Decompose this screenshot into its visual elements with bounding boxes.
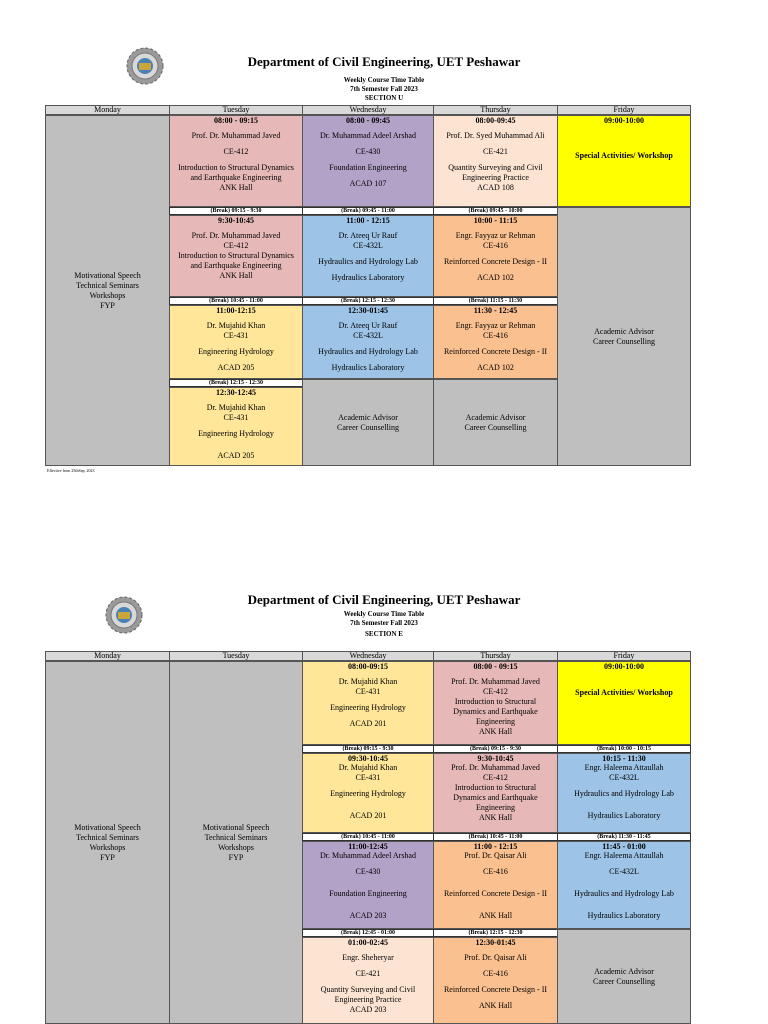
subtitle-semester: 7th Semester Fall 2023 [350, 85, 418, 93]
break-slot: (Break) 12:15 - 12:30 [433, 929, 558, 937]
class-slot: 09:30-10:45 Dr. Mujahid Khan CE-431 Engineering Hydrology ACAD 201 [302, 753, 434, 833]
class-slot: 11:00 - 12:15 Dr. Ateeq Ur Rauf CE-432L Hydraulics and Hydrology Lab Hydraulics Laboratory [302, 215, 434, 297]
class-slot: 11:00-12:45 Dr. Muhammad Adeel Arshad CE-430 Foundation Engineering ACAD 203 [302, 841, 434, 929]
activity-slot: 09:00-10:00 Special Activities/ Workshop [557, 115, 691, 207]
break-slot: (Break) 10:45 - 11:00 [169, 297, 303, 305]
class-slot: 12:30-01:45 Dr. Ateeq Ur Rauf CE-432L Hydraulics and Hydrology Lab Hydraulics Laboratory [302, 305, 434, 379]
class-slot: 08:00-09:15 Dr. Mujahid Khan CE-431 Engineering Hydrology ACAD 201 [302, 661, 434, 745]
subtitle-weekly: Weekly Course Time Table [343, 76, 425, 84]
day-header-wednesday: Wednesday [302, 651, 434, 661]
class-slot: 08:00 - 09:45 Dr. Muhammad Adeel Arshad CE-430 Foundation Engineering ACAD 107 [302, 115, 434, 207]
tuesday-activities: Motivational Speech Technical Seminars Workshops FYP [169, 661, 303, 1024]
day-header-monday: Monday [45, 105, 170, 115]
day-header-monday: Monday [45, 651, 170, 661]
class-slot: 11:00-12:15 Dr. Mujahid Khan CE-431 Engineering Hydrology ACAD 205 [169, 305, 303, 379]
subtitle-weekly: Weekly Course Time Table [343, 610, 425, 618]
class-slot: 01:00-02:45 Engr. Sheheryar CE-421 Quantity Surveying and Civil Engineering Practice ACAD 203 [302, 937, 434, 1024]
class-slot: 10:00 - 11:15 Engr. Fayyaz ur Rehman CE-416 Reinforced Concrete Design - II ACAD 102 [433, 215, 558, 297]
advisor-slot: Academic Advisor Career Counselling [302, 379, 434, 466]
subtitle-semester: 7th Semester Fall 2023 [350, 619, 418, 627]
break-slot: (Break) 11:15 - 11:30 [433, 297, 558, 305]
break-slot: (Break) 09:15 - 9:30 [433, 745, 558, 753]
day-header-thursday: Thursday [433, 105, 558, 115]
advisor-slot: Academic Advisor Career Counselling [433, 379, 558, 466]
class-slot: 11:45 - 01:00 Engr. Haleema Attaullah CE-432L Hydraulics and Hydrology Lab Hydraulics Laboratory [557, 841, 691, 929]
activity-slot: 09:00-10:00 Special Activities/ Workshop [557, 661, 691, 745]
break-slot: (Break) 10:45 - 11:00 [433, 833, 558, 841]
class-slot: 11:30 - 12:45 Engr. Fayyaz ur Rehman CE-416 Reinforced Concrete Design - II ACAD 102 [433, 305, 558, 379]
monday-activities: Motivational Speech Technical Seminars Workshops FYP [45, 661, 170, 1024]
break-slot: (Break) 09:45 - 11:00 [302, 207, 434, 215]
class-slot: 08:00-09:45 Prof. Dr. Syed Muhammad Ali CE-421 Quantity Surveying and Civil Engineering Practice ACAD 108 [433, 115, 558, 207]
day-header-tuesday: Tuesday [169, 105, 303, 115]
day-header-wednesday: Wednesday [302, 105, 434, 115]
day-header-thursday: Thursday [433, 651, 558, 661]
break-slot: (Break) 12:15 - 12:30 [169, 379, 303, 387]
class-slot: 11:00 - 12:15 Prof. Dr. Qaisar Ali CE-416 Reinforced Concrete Design - II ANK Hall [433, 841, 558, 929]
class-slot: 12:30-01:45 Prof. Dr. Qaisar Ali CE-416 Reinforced Concrete Design - II ANK Hall [433, 937, 558, 1024]
break-slot: (Break) 11:30 - 11:45 [557, 833, 691, 841]
day-header-tuesday: Tuesday [169, 651, 303, 661]
section-label: SECTION U [364, 94, 404, 102]
advisor-slot: Academic Advisor Career Counselling [557, 207, 691, 466]
class-slot: 10:15 - 11:30 Engr. Haleema Attaullah CE-432L Hydraulics and Hydrology Lab Hydraulics Laboratory [557, 753, 691, 833]
class-slot: 08:00 - 09:15 Prof. Dr. Muhammad Javed CE-412 Introduction to Structural Dynamics and Earthquake Engineering ANK Hall [169, 115, 303, 207]
monday-activities: Motivational Speech Technical Seminars Workshops FYP [45, 115, 170, 466]
effective-date-note: Effective from 25thSep, 2023 [47, 468, 95, 473]
class-slot: 9:30-10:45 Prof. Dr. Muhammad Javed CE-412 Introduction to Structural Dynamics and Earthquake Engineering ANK Hall [169, 215, 303, 297]
class-slot: 08:00 - 09:15 Prof. Dr. Muhammad Javed CE-412 Introduction to Structural Dynamics and Earthquake Engineering ANK Hall [433, 661, 558, 745]
break-slot: (Break) 09:15 - 9:30 [302, 745, 434, 753]
class-slot: 9:30-10:45 Prof. Dr. Muhammad Javed CE-412 Introduction to Structural Dynamics and Earthquake Engineering ANK Hall [433, 753, 558, 833]
break-slot: (Break) 10:45 - 11:00 [302, 833, 434, 841]
break-slot: (Break) 09:45 - 10:00 [433, 207, 558, 215]
class-slot: 12:30-12:45 Dr. Mujahid Khan CE-431 Engineering Hydrology ACAD 205 [169, 387, 303, 466]
day-header-friday: Friday [557, 105, 691, 115]
break-slot: (Break) 12:15 - 12:30 [302, 297, 434, 305]
page-title: Department of Civil Engineering, UET Peshawar [247, 592, 521, 607]
advisor-slot: Academic Advisor Career Counselling [557, 929, 691, 1024]
section-label: SECTION E [365, 630, 403, 638]
break-slot: (Break) 12:45 - 01:00 [302, 929, 434, 937]
day-header-friday: Friday [557, 651, 691, 661]
break-slot: (Break) 09:15 - 9:30 [169, 207, 303, 215]
page-title: Department of Civil Engineering, UET Peshawar [247, 54, 521, 69]
break-slot: (Break) 10:00 - 10:15 [557, 745, 691, 753]
